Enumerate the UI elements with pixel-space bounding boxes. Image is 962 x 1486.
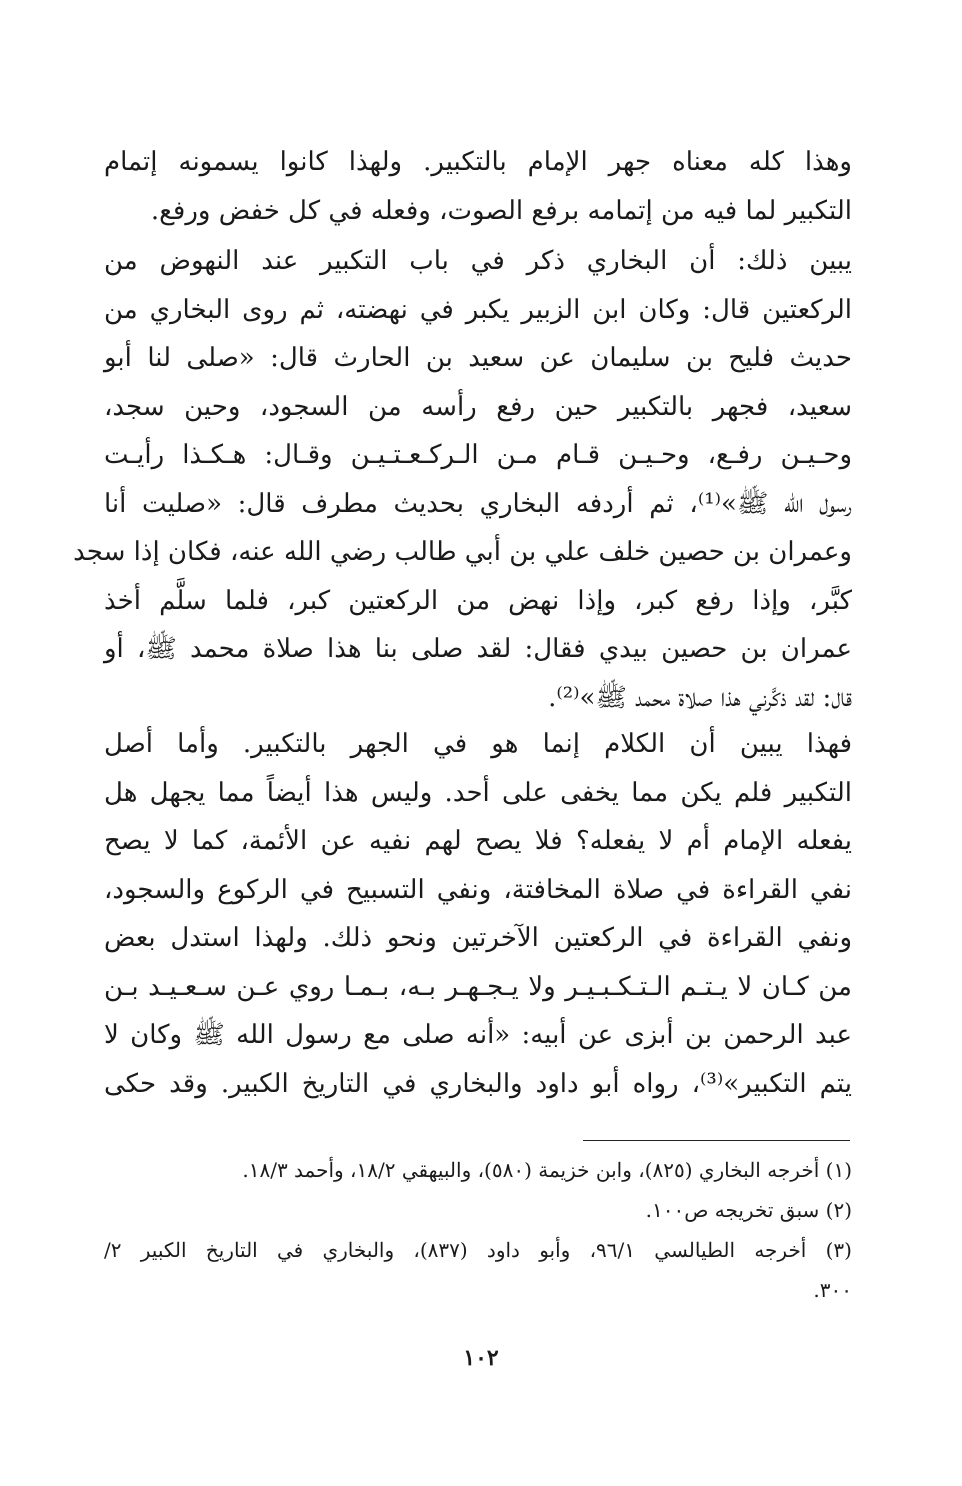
text-line: يبين ذلك: أن البخاري ذكر في باب التكبير عند النهوض من — [104, 246, 852, 276]
footnote-divider — [583, 1140, 850, 1141]
text-line: نفي القراءة في صلاة المخافتة، ونفي التسبيح في الركوع والسجود، — [104, 874, 852, 905]
text-line: عبد الرحمن بن أبزى عن أبيه: «أنه صلى مع رسول الله ﷺ وكان لا — [104, 1020, 852, 1050]
text-line: التكبير لما فيه من إتمامه برفع الصوت، وفعله في كل خفض ورفع. — [150, 195, 852, 226]
text-line: فهذا يبين أن الكلام إنما هو في الجهر بالتكبير. وأما أصل — [104, 729, 852, 759]
footnotes — [104, 1150, 852, 1310]
text-line: من كـان لا يـتـم الـتـكـبـيـر ولا يـجـهـر بـه، بـمـا روي عـن سـعـيـد بـن — [104, 971, 852, 1002]
page-number: ١٠٢ — [463, 1345, 499, 1371]
text-line: يفعله الإمام أم لا يفعله؟ فلا يصح لهم نفيه عن الأئمة، كما لا يصح — [104, 826, 852, 856]
text-line: سعيد، فجهر بالتكبير حين رفع رأسه من السجود، وحين سجد، — [104, 391, 852, 422]
text-line: يتم التكبير»⁽³⁾، رواه أبو داود والبخاري في التاريخ الكبير. وقد حكى — [104, 1068, 852, 1099]
text-line: رسول الله ﷺ»⁽¹⁾، ثم أردفه البخاري بحديث مطرف قال: «صليت أنا — [104, 488, 852, 519]
footnote-3: (٣) أخرجه الطيالسي ٩٦/١، وأبو داود (٨٣٧)، والبخاري في التاريخ الكبير ٢/ — [104, 1238, 852, 1262]
paragraph-1 — [104, 138, 852, 235]
paragraph-3 — [104, 720, 852, 1108]
text-line: التكبير فلم يكن مما يخفى على أحد. وليس هذا أيضاً مما يجهل هل — [104, 777, 852, 808]
text-line: عمران بن حصين بيدي فقال: لقد صلى بنا هذا صلاة محمد ﷺ، أو — [104, 634, 852, 664]
text-line: حديث فليح بن سليمان عن سعيد بن الحارث قال: «صلى لنا أبو — [104, 343, 852, 373]
paragraph-2 — [73, 237, 852, 722]
text-line: وعمران بن حصين خلف علي بن أبي طالب رضي الله عنه، فكان إذا سجد — [73, 537, 852, 567]
footnote-3-continuation: ٣٠٠. — [813, 1278, 852, 1302]
text-line: كبَّر، وإذا رفع كبر، وإذا نهض من الركعتين كبر، فلما سلَّم أخذ — [104, 585, 852, 616]
footnote-1: (١) أخرجه البخاري (٨٢٥)، وابن خزيمة (٥٨٠)، والبيهقي ١٨/٢، وأحمد ١٨/٣. — [242, 1158, 852, 1182]
footnote-2: (٢) سبق تخريجه ص١٠٠. — [645, 1198, 852, 1222]
text-line: وحـيـن رفـع، وحـيـن قـام مـن الـركـعـتـيـن وقـال: هـكـذا رأيـت — [104, 440, 852, 470]
text-line: ونفي القراءة في الركعتين الآخرتين ونحو ذلك. ولهذا استدل بعض — [104, 923, 852, 953]
text-line: وهذا كله معناه جهر الإمام بالتكبير. ولهذا كانوا يسمونه إتمام — [104, 147, 852, 177]
text-line: قال: لقد ذكَّرني هذا صلاة محمد ﷺ»⁽²⁾. — [548, 682, 852, 713]
text-line: الركعتين قال: وكان ابن الزبير يكبر في نهضته، ثم روى البخاري من — [104, 294, 852, 325]
